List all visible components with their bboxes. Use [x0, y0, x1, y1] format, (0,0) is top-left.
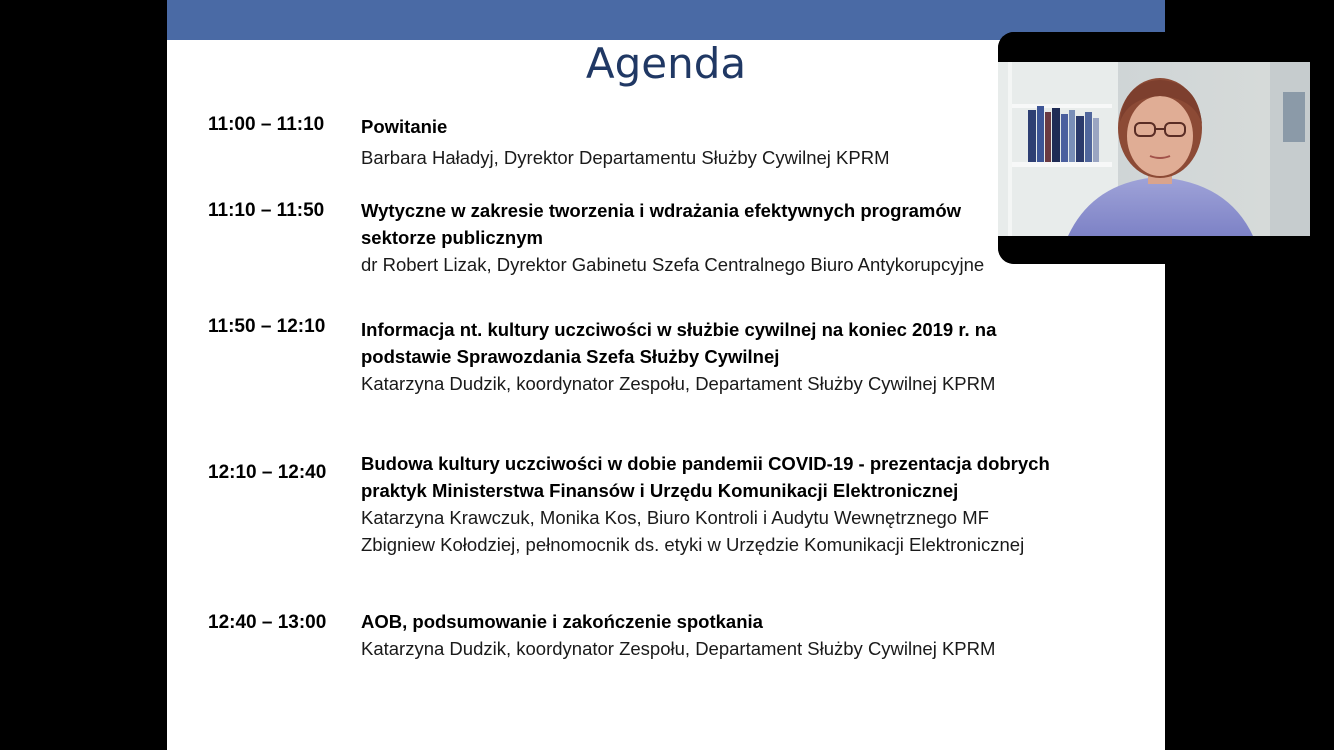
- agenda-time: 11:10 – 11:50: [208, 200, 325, 221]
- agenda-topic-line: Informacja nt. kultury uczciwości w służbie cywilnej na koniec 2019 r. na: [361, 319, 997, 340]
- agenda-time: 11:00 – 11:10: [208, 114, 325, 135]
- agenda-topic-line: Wytyczne w zakresie tworzenia i wdrażania efektywnych programów: [361, 200, 962, 221]
- agenda-speaker: dr Robert Lizak, Dyrektor Gabinetu Szefa Centralnego Biuro Antykorupcyjne: [361, 254, 985, 275]
- agenda-time: 12:40 – 13:00: [208, 612, 327, 633]
- participant-video-tile[interactable]: [998, 32, 1310, 264]
- participant-video-icon: [998, 32, 1310, 264]
- agenda-topic: AOB, podsumowanie i zakończenie spotkania: [361, 611, 763, 632]
- agenda-content: [361, 450, 1121, 558]
- agenda-topic-line: praktyk Ministerstwa Finansów i Urzędu Komunikacji Elektronicznej: [361, 480, 959, 501]
- agenda-speaker: Katarzyna Krawczuk, Monika Kos, Biuro Kontroli i Audytu Wewnętrznego MF: [361, 507, 989, 528]
- agenda-time: 11:50 – 12:10: [208, 316, 326, 337]
- agenda-topic-line: Budowa kultury uczciwości w dobie pandemii COVID-19 - prezentacja dobrych: [361, 453, 1050, 474]
- agenda-content: [361, 316, 1121, 397]
- slide-title: Agenda: [585, 39, 747, 88]
- agenda-topic: Powitanie: [361, 116, 448, 137]
- agenda-speaker: Katarzyna Dudzik, koordynator Zespołu, Departament Służby Cywilnej KPRM: [361, 638, 996, 659]
- agenda-speaker: Zbigniew Kołodziej, pełnomocnik ds. etyki w Urzędzie Komunikacji Elektronicznej: [361, 534, 1025, 555]
- agenda-topic-line: podstawie Sprawozdania Szefa Służby Cywilnej: [361, 346, 780, 367]
- agenda-time: 12:10 – 12:40: [208, 462, 327, 483]
- agenda-speaker: Barbara Haładyj, Dyrektor Departamentu Służby Cywilnej KPRM: [361, 147, 890, 168]
- agenda-content: [361, 608, 1121, 662]
- agenda-speaker: Katarzyna Dudzik, koordynator Zespołu, Departament Służby Cywilnej KPRM: [361, 373, 996, 394]
- agenda-topic-line: sektorze publicznym: [361, 227, 543, 248]
